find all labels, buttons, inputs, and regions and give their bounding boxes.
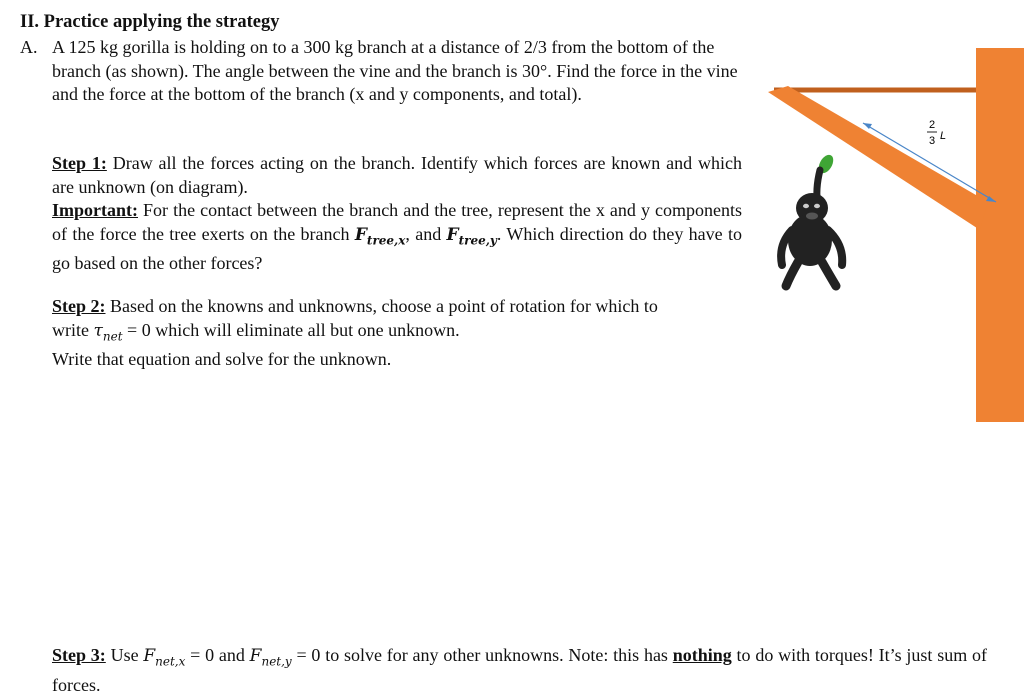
problem-statement — [20, 36, 740, 107]
nothing-emphasis: nothing — [672, 645, 732, 665]
step-3 — [52, 644, 987, 697]
f-tree-x: $F_{tree,x}$ — [354, 224, 406, 247]
step-1 — [52, 152, 742, 276]
step-1-text: Draw all the forces acting on the branch. Identify which forces are known and which are unknown (on diagram). — [52, 153, 742, 197]
step-2-label: Step 2: — [52, 296, 106, 316]
step-3-label: Step 3: — [52, 645, 106, 665]
fraction-numerator: 2 — [929, 119, 936, 131]
step-1-label: Step 1: — [52, 153, 107, 173]
gorilla-icon — [781, 170, 842, 286]
step-2 — [52, 295, 692, 372]
length-symbol: L — [940, 130, 947, 142]
and-text: , and — [405, 223, 447, 244]
problem-letter: A. — [20, 37, 38, 57]
tau-net: $\tau_{net}$ — [93, 320, 123, 343]
tree-trunk — [976, 48, 1024, 422]
important-text: For the contact between the branch and the tree, represent the x and y components of the force the tree exerts on the branch — [52, 200, 742, 244]
step-3-text: Use — [105, 645, 144, 665]
problem-text: A 125 kg gorilla is holding on to a 300 kg branch at a distance of 2/3 from the bottom of the branch (as shown). The angle between the vine and the branch is 30°. Find the force in the vine and the force at the bottom of the branch (x and y components, and total). — [52, 37, 738, 104]
f-net-y-eq: = 0 — [291, 645, 321, 665]
step-2-text: Based on the knowns and unknowns, choose a point of rotation for which to write — [52, 296, 658, 340]
tau-eq: = 0 — [122, 319, 151, 340]
f-net-y: $F_{net,y}$ — [249, 646, 292, 669]
step-3-text-2: to solve for any other unknowns. Note: this has — [320, 645, 673, 665]
f-tree-y: $F_{tree,y}$ — [446, 224, 497, 247]
step-3-text-3: to do with torques! It’s just sum of forces. — [52, 645, 988, 695]
fraction-denominator: 3 — [929, 135, 936, 147]
f-net-x-eq: = 0 — [185, 645, 215, 665]
section-heading: II. Practice applying the strategy — [20, 12, 280, 32]
and-text-3: and — [214, 645, 250, 665]
step-2-text-2: which will eliminate all but one unknown. — [150, 319, 460, 340]
important-label: Important: — [52, 200, 138, 220]
f-net-x: $F_{net,x}$ — [143, 646, 186, 669]
gorilla-branch-diagram — [760, 40, 1024, 430]
important-text-2: . Which direction do they have to go based on the other forces? — [52, 223, 742, 274]
step-2-line-2: Write that equation and solve for the unknown. — [52, 349, 392, 370]
